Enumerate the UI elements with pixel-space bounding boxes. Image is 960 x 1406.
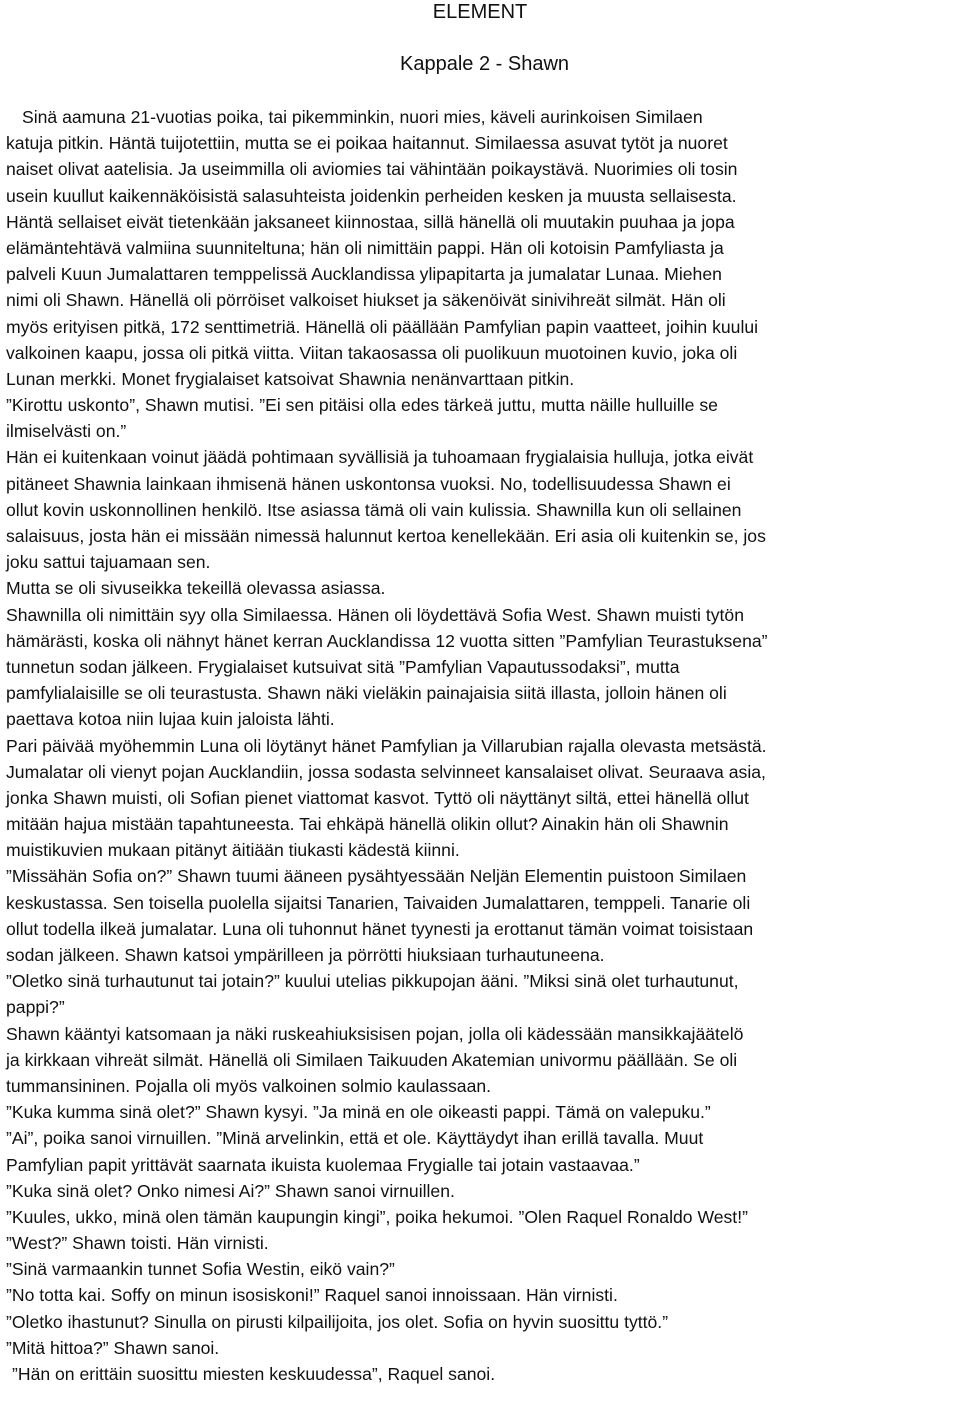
text-line: ”Oletko ihastunut? Sinulla on pirusti kilpailijoita, jos olet. Sofia on hyvin suosittu tyttö.” (6, 1311, 669, 1332)
text-line: elämäntehtävä valmiina suunniteltuna; hän oli nimittäin pappi. Hän oli kotoisin Pamfyliasta ja (6, 237, 724, 258)
text-line: muistikuvien mukaan pitänyt äitiään tiukasti kädestä kiinni. (6, 840, 460, 861)
text-line: ”West?” Shawn toisti. Hän virnisti. (6, 1233, 269, 1254)
text-line: myös erityisen pitkä, 172 senttimetriä. Hänellä oli päällään Pamfylian papin vaatteet, joihin kuului (6, 316, 759, 337)
chapter-title: Kappale 2 - Shawn (400, 53, 570, 75)
text-line: keskustassa. Sen toisella puolella sijaitsi Tanarien, Taivaiden Jumalattaren, temppeli. Tanarie oli (6, 892, 751, 913)
text-line: nimi oli Shawn. Hänellä oli pörröiset valkoiset hiukset ja säkenöivät sinivihreät silmät. Hän oli (6, 290, 726, 311)
text-line: Lunan merkki. Monet frygialaiset katsoivat Shawnia nenänvarttaan pitkin. (6, 368, 575, 389)
text-line: Shawnilla oli nimittäin syy olla Similaessa. Hänen oli löydettävä Sofia West. Shawn muisti tytön (6, 604, 744, 625)
text-line: naiset olivat aatelisia. Ja useimmilla oli aviomies tai vähintään poikaystävä. Nuorimies oli tosin (6, 159, 738, 180)
text-line: ”Kuules, ukko, minä olen tämän kaupungin kingi”, poika hekumoi. ”Olen Raquel Ronaldo West!” (6, 1206, 748, 1227)
text-line: Pamfylian papit yrittävät saarnata ikuista kuolemaa Frygialle tai jotain vastaavaa.” (6, 1154, 640, 1175)
text-line: ”Oletko sinä turhautunut tai jotain?” kuului utelias pikkupojan ääni. ”Miksi sinä olet turhautunut, (6, 971, 739, 992)
text-line: ”Sinä varmaankin tunnet Sofia Westin, eikö vain?” (6, 1259, 395, 1280)
text-line: Pari päivää myöhemmin Luna oli löytänyt hänet Pamfylian ja Villarubian rajalla olevasta metsästä. (6, 735, 767, 756)
text-line: usein kuullut kaikennäköisistä salasuhteista joidenkin perheiden kesken ja muusta sellaisesta. (6, 185, 737, 206)
text-line: tummansininen. Pojalla oli myös valkoinen solmio kaulassaan. (6, 1075, 492, 1096)
text-line: pamfylialaisille se oli teurastusta. Shawn näki vieläkin painajaisia siitä illasta, jolloin hänen oli (6, 683, 727, 704)
text-line: paettava kotoa niin lujaa kuin jaloista lähti. (6, 709, 335, 730)
text-line: ollut kovin uskonnollinen henkilö. Itse asiassa tämä oli vain kulissia. Shawnilla kun oli sellainen (6, 499, 742, 520)
text-line: ja kirkkaan vihreät silmät. Hänellä oli Similaen Taikuuden Akatemian univormu päällään. Se oli (6, 1049, 738, 1070)
text-line: ”Kuka sinä olet? Onko nimesi Ai?” Shawn sanoi virnuillen. (6, 1180, 455, 1201)
text-line: mitään hajua mistään tapahtuneesta. Tai ehkäpä hänellä olikin ollut? Ainakin hän oli Shawnin (6, 814, 729, 835)
text-line: ”Missähän Sofia on?” Shawn tuumi ääneen pysähtyessään Neljän Elementin puistoon Similaen (6, 866, 747, 887)
text-line: ”Kirottu uskonto”, Shawn mutisi. ”Ei sen pitäisi olla edes tärkeä juttu, mutta näille hulluille se (6, 395, 718, 416)
text-line: pitäneet Shawnia lainkaan ihmisenä hänen uskontonsa vuoksi. No, todellisuudessa Shawn ei (6, 473, 731, 494)
text-line: katuja pitkin. Häntä tuijotettiin, mutta se ei poikaa haitannut. Similaessa asuvat tytöt ja nuoret (6, 133, 728, 154)
body-text (0, 104, 960, 1387)
text-line: palveli Kuun Jumalattaren temppelissä Aucklandissa ylipapitarta ja jumalatar Lunaa. Miehen (6, 264, 722, 285)
text-line: valkoinen kaapu, jossa oli pitkä viitta. Viitan takaosassa oli puolikuun muotoinen kuvio, joka oli (6, 342, 738, 363)
text-line: Häntä sellaiset eivät tietenkään jaksaneet kiinnostaa, sillä hänellä oli muutakin puuhaa ja jopa (6, 211, 735, 232)
text-line: Sinä aamuna 21-vuotias poika, tai pikemminkin, nuori mies, käveli aurinkoisen Similaen (22, 107, 703, 127)
text-line: tunnetun sodan jälkeen. Frygialaiset kutsuivat sitä ”Pamfylian Vapautussodaksi”, mutta (6, 656, 680, 677)
text-line: pappi?” (6, 997, 65, 1018)
text-line: jonka Shawn muisti, oli Sofian pienet viattomat kasvot. Tyttö oli näyttänyt siltä, ettei hänellä ollut (6, 787, 749, 808)
text-line: ollut todella ilkeä jumalatar. Luna oli tuhonnut hänet tyynesti ja erottanut tämän voimat toisistaan (6, 918, 754, 939)
text-line: sodan jälkeen. Shawn katsoi ympärilleen ja pörrötti hiuksiaan turhautuneena. (6, 945, 605, 965)
text-line: ilmiselvästi on.” (6, 421, 127, 442)
text-line: Mutta se oli sivuseikka tekeillä olevassa asiassa. (6, 578, 386, 599)
text-line: ”Ai”, poika sanoi virnuillen. ”Minä arvelinkin, että et ole. Käyttäydyt ihan erillä tavalla. Muut (6, 1128, 704, 1149)
text-line: Shawn kääntyi katsomaan ja näki ruskeahiuksisisen pojan, jolla oli kädessään mansikkajäätelö (6, 1023, 744, 1044)
text-line: joku sattui tajuamaan sen. (6, 552, 211, 573)
text-line: ”Kuka kumma sinä olet?” Shawn kysyi. ”Ja minä en ole oikeasti pappi. Tämä on valepuku.” (6, 1102, 711, 1123)
text-line: hämärästi, koska oli nähnyt hänet kerran Aucklandissa 12 vuotta sitten ”Pamfylian Teurastuksena” (6, 630, 768, 651)
text-line: Jumalatar oli vienyt pojan Aucklandiin, jossa sodasta selvinneet kansalaiset olivat. Seuraava asia, (6, 761, 766, 782)
text-line: salaisuus, josta hän ei missään nimessä halunnut kertoa kenellekään. Eri asia oli kuitenkin se, jos (6, 526, 766, 546)
text-line: Hän ei kuitenkaan voinut jäädä pohtimaan syvällisiä ja tuhoamaan frygialaisia hulluja, jotka eivät (6, 447, 754, 468)
text-line: ”No totta kai. Soffy on minun isosiskoni!” Raquel sanoi innoissaan. Hän virnisti. (6, 1285, 618, 1306)
document-title: ELEMENT (432, 1, 528, 23)
text-line: ”Mitä hittoa?” Shawn sanoi. (6, 1337, 220, 1358)
text-line: ”Hän on erittäin suosittu miesten keskuudessa”, Raquel sanoi. (12, 1364, 496, 1384)
